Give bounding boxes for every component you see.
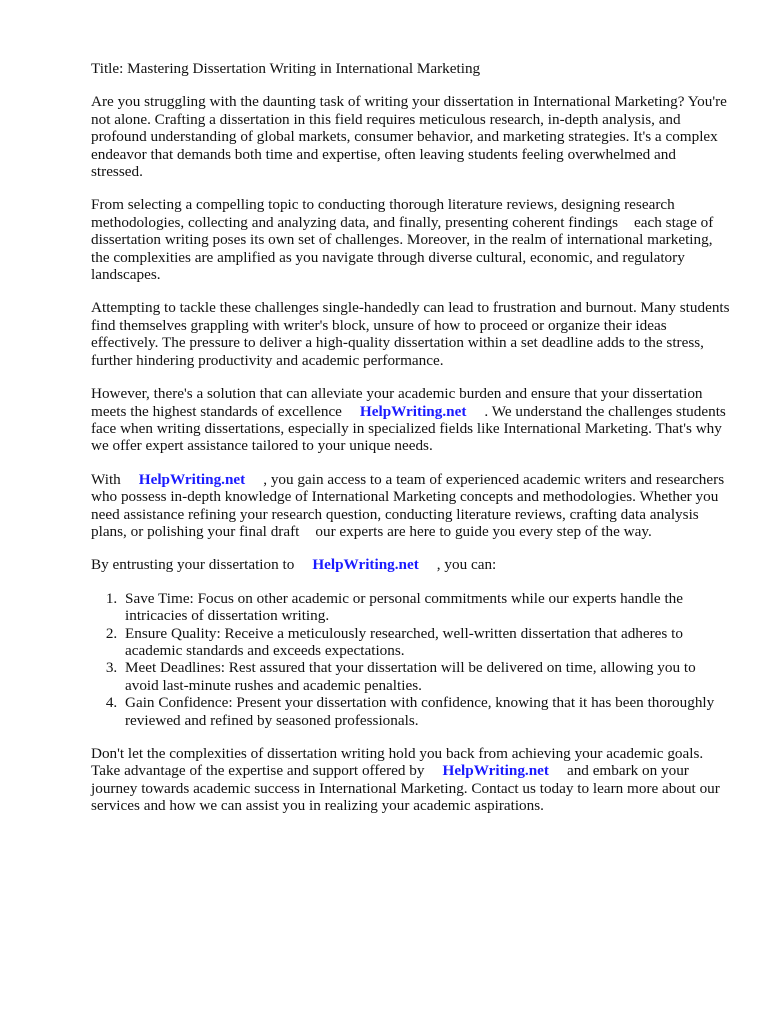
paragraph-team-text-b: , you gain access to a team of experienced academic writers and researchers who possess in-depth knowledge of International Marketing concepts and methodologies. Whether you need assistance refining your research question, conducting literature reviews, crafting data analysis plans, or polishing your final draft: [91, 470, 725, 540]
document-title: Title: Mastering Dissertation Writing in International Marketing: [91, 60, 481, 77]
helpwriting-link[interactable]: HelpWriting.net: [442, 762, 549, 780]
helpwriting-link[interactable]: HelpWriting.net: [359, 402, 467, 420]
paragraph-challenges: [91, 196, 731, 283]
paragraph-challenges-text-a: From selecting a compelling topic to conducting thorough literature reviews, designing research methodologies, collecting and analyzing data, and finally, presenting coherent findings: [91, 196, 675, 231]
list-item: 4. Gain Confidence: Present your dissertation with confidence, knowing that it has been thoroughly reviewed and refined by seasoned professionals.: [121, 694, 731, 729]
paragraph-team-text-c: our experts are here to guide you every step of the way.: [315, 522, 652, 540]
paragraph-solution: [91, 385, 731, 455]
benefits-list: [91, 590, 731, 729]
paragraph-challenges-text-b: each stage of dissertation writing poses its own set of challenges. Moreover, in the realm of international marketing, the complexities are amplified as you navigate through diverse cultural, economic, and regulatory landscapes.: [91, 213, 714, 284]
paragraph-burnout: Attempting to tackle these challenges single-handedly can lead to frustration and burnout. Many students find themselves grappling with writer's block, unsure of how to proceed or organize their ideas effectively. The pressure to deliver a high-quality dissertation within a set deadline adds to the stress, further hindering productivity and academic performance.: [91, 299, 730, 369]
paragraph-closing-text-a: Don't let the complexities of dissertation writing hold you back from achieving your academic goals. Take advantage of the expertise and support offered by: [91, 745, 704, 780]
paragraph-entrust: [91, 556, 731, 573]
list-item: 1. Save Time: Focus on other academic or personal commitments while our experts handle the intricacies of dissertation writing.: [121, 590, 731, 625]
paragraph-team: [91, 471, 731, 541]
paragraph-entrust-text-a: By entrusting your dissertation to: [91, 556, 295, 574]
paragraph-entrust-text-b: , you can:: [436, 556, 497, 574]
list-item: 2. Ensure Quality: Receive a meticulously researched, well-written dissertation that adheres to academic standards and exceeds expectations.: [121, 625, 731, 660]
paragraph-team-text-a: With: [91, 470, 121, 488]
paragraph-solution-text-b: . We understand the challenges students face when writing dissertations, especially in specialized fields like International Marketing. That's why we offer expert assistance tailored to your unique needs.: [91, 402, 726, 455]
paragraph-intro: Are you struggling with the daunting task of writing your dissertation in International Marketing? You're not alone. Crafting a dissertation in this field requires meticulous research, in-depth analysis, and profound understanding of global markets, consumer behavior, and marketing strategies. It's a complex endeavor that demands both time and expertise, often leaving students feeling overwhelmed and stressed.: [91, 93, 727, 181]
document-page: [91, 60, 731, 831]
helpwriting-link[interactable]: HelpWriting.net: [138, 470, 246, 488]
paragraph-closing-text-b: and embark on your journey towards academic success in International Marketing. Contact us today to learn more about our services and how we can assist you in realizing your academic aspirations.: [91, 762, 720, 815]
list-item: 3. Meet Deadlines: Rest assured that your dissertation will be delivered on time, allowing you to avoid last-minute rushes and academic penalties.: [121, 659, 731, 694]
helpwriting-link[interactable]: HelpWriting.net: [312, 556, 419, 574]
paragraph-solution-text-a: However, there's a solution that can alleviate your academic burden and ensure that your dissertation meets the highest standards of excellence: [91, 385, 703, 420]
paragraph-closing: [91, 745, 731, 815]
